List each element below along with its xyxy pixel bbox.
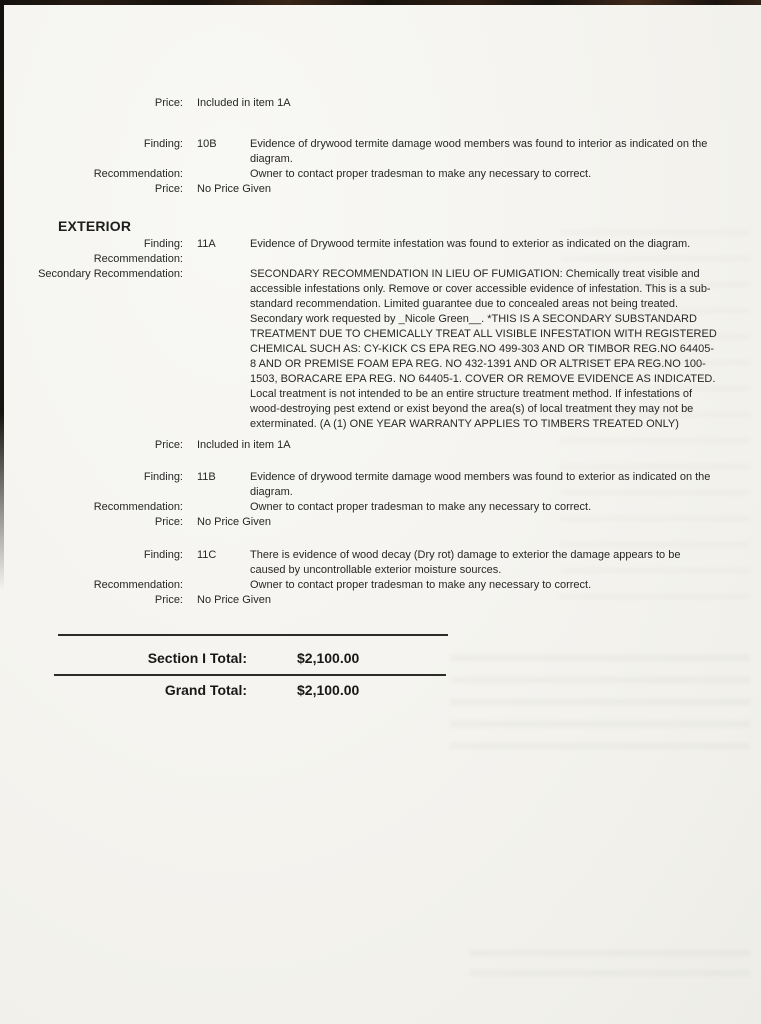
finding-row — [0, 548, 761, 578]
price-row — [0, 593, 761, 608]
recommendation-value: Owner to contact proper tradesman to make any necessary to correct. — [250, 501, 592, 513]
bleed-through-texture — [470, 950, 750, 990]
finding-code: 10B — [197, 138, 217, 150]
recommendation-label: Recommendation: — [93, 253, 183, 265]
finding-description: Evidence of Drywood termite infestation was found to exterior as indicated on the diagram. — [250, 238, 691, 250]
section-total-label: Section I Total: — [147, 650, 247, 666]
finding-description: Evidence of drywood termite damage wood members was found to interior as indicated on the diagram. — [250, 138, 708, 165]
section-total-row — [0, 649, 761, 667]
price-label: Price: — [154, 183, 183, 195]
price-label: Price: — [154, 97, 183, 109]
totals-section — [0, 634, 761, 699]
recommendation-value — [250, 252, 717, 267]
finding-row — [0, 470, 761, 500]
price-label: Price: — [154, 594, 183, 606]
price-row-10a — [0, 96, 761, 111]
recommendation-label: Recommendation: — [93, 501, 183, 513]
price-value: Included in item 1A — [197, 439, 291, 451]
secondary-recommendation-row — [0, 267, 761, 432]
grand-total-label: Grand Total: — [164, 682, 247, 698]
price-value: No Price Given — [197, 594, 271, 606]
finding-block-10b — [0, 137, 761, 197]
finding-code: 11C — [197, 549, 217, 561]
recommendation-row — [0, 167, 761, 182]
price-row — [0, 182, 761, 197]
secondary-recommendation-value: SECONDARY RECOMMENDATION IN LIEU OF FUMIGATION: Chemically treat visible and accessible infestations only. Remove or cover accessible evidence of infestation. This is a sub-standard recommendation. Limited guarantee due to concealed areas not being treated. Secondary work requested by _Nicole Green__. *THIS IS A SECONDARY SUBSTANDARD TREATMENT DUE TO CHEMICALLY TREAT ALL VISIBLE INFESTATION WITH REGISTERED CHEMICAL SUCH AS: CY-KICK CS EPA REG.NO 499-303 AND OR TIMBOR REG.NO 64405-8 AND OR PREMISE FOAM EPA REG. NO 432-1391 AND OR ALTRISET EPA REG.NO 100-1503, BORACARE EPA REG. NO 64405-1. COVER OR REMOVE EVIDENCE AS INDICATED. Local treatment is not intended to be an entire structure treatment method. If infestations of wood-destroying pest extend or exist beyond the area(s) of local treatment they may not be exterminated. (A (1) ONE YEAR WARRANTY APPLIES TO TIMBERS TREATED ONLY) — [250, 268, 717, 430]
finding-description: Evidence of drywood termite damage wood members was found to exterior as indicated on the diagram. — [250, 471, 711, 498]
price-row — [0, 438, 761, 453]
price-label: Price: — [154, 439, 183, 451]
recommendation-row — [0, 500, 761, 515]
recommendation-value: Owner to contact proper tradesman to make any necessary to correct. — [250, 168, 592, 180]
recommendation-value: Owner to contact proper tradesman to make any necessary to correct. — [250, 579, 592, 591]
finding-label: Finding: — [143, 238, 183, 250]
finding-block-11c — [0, 548, 761, 608]
photo-edge-top — [0, 0, 761, 5]
finding-row — [0, 237, 761, 252]
finding-label: Finding: — [143, 138, 183, 150]
finding-code: 11B — [197, 471, 216, 483]
section-heading-exterior: EXTERIOR — [58, 218, 132, 234]
report-content — [0, 96, 761, 699]
finding-block-11a — [0, 237, 761, 453]
finding-row — [0, 137, 761, 167]
totals-divider-bottom — [54, 674, 446, 676]
price-label: Price: — [154, 516, 183, 528]
price-value: No Price Given — [197, 183, 271, 195]
price-row — [0, 515, 761, 530]
recommendation-row — [0, 578, 761, 593]
price-value: No Price Given — [197, 516, 271, 528]
totals-divider-top — [58, 634, 448, 636]
finding-block-11b — [0, 470, 761, 530]
finding-label: Finding: — [143, 471, 183, 483]
price-value: Included in item 1A — [197, 97, 291, 109]
recommendation-row — [0, 252, 761, 267]
grand-total-row — [0, 681, 761, 699]
grand-total-value: $2,100.00 — [297, 682, 360, 698]
secondary-recommendation-label: Secondary Recommendation: — [38, 268, 183, 280]
finding-description: There is evidence of wood decay (Dry rot) damage to exterior the damage appears to be caused by uncontrollable exterior moisture sources. — [250, 549, 681, 576]
finding-label: Finding: — [143, 549, 183, 561]
recommendation-label: Recommendation: — [93, 579, 183, 591]
finding-code: 11A — [197, 238, 216, 250]
recommendation-label: Recommendation: — [93, 168, 183, 180]
section-total-value: $2,100.00 — [297, 650, 360, 666]
